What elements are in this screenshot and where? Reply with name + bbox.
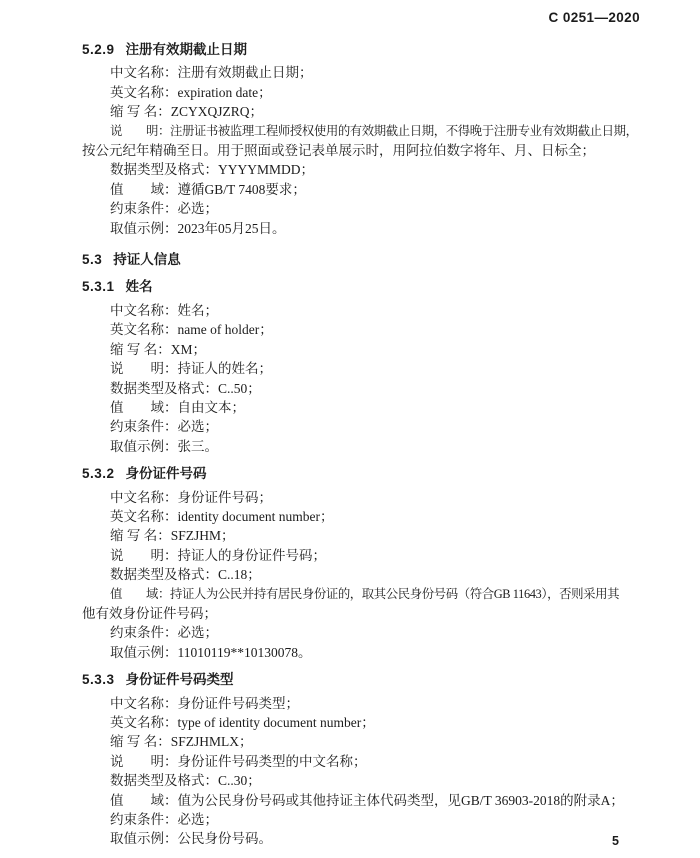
field-line-abbreviation: 缩 写 名：ZCYXQJZRQ； [110, 104, 264, 120]
heading-title: 持证人信息 [113, 252, 181, 268]
heading-number: 5.3.3 [82, 672, 115, 688]
field-line-constraint: 约束条件：必选； [110, 625, 218, 641]
section-heading [82, 670, 640, 689]
field-line-value-domain: 值 域：持证人为公民并持有居民身份证的，取其公民身份号码（符合GB 11643），否则采用其 [110, 586, 620, 601]
field-line-description: 说 明：持证人的姓名； [110, 361, 272, 377]
field-line-example: 取值示例：公民身份号码。 [110, 831, 272, 847]
field-line-chinese-name: 中文名称：身份证件号码类型； [110, 695, 299, 711]
field-line-chinese-name: 中文名称：身份证件号码； [110, 489, 272, 505]
heading-number: 5.3 [82, 252, 103, 268]
field-line-abbreviation: 缩 写 名：SFZJHM； [110, 528, 235, 544]
field-line-example: 取值示例：张三。 [110, 438, 218, 454]
heading-number: 5.3.1 [82, 279, 115, 295]
doc-code: C 0251—2020 [548, 10, 640, 25]
heading-title: 身份证件号码 [125, 466, 207, 482]
field-line-value-domain: 值 域：自由文本； [110, 399, 245, 415]
heading-title: 注册有效期截止日期 [125, 42, 248, 57]
section-body [82, 694, 640, 849]
section-5-3-3 [82, 670, 640, 849]
section-5-2-9 [82, 40, 640, 238]
field-line-value-domain-cont: 他有效身份证件号码； [82, 605, 217, 621]
field-line-datatype: 数据类型及格式：C..50； [110, 380, 261, 396]
field-line-english-name: 英文名称：identity document number； [110, 508, 334, 524]
section-heading [82, 250, 640, 269]
field-line-chinese-name: 中文名称：姓名； [110, 302, 218, 318]
section-body [82, 488, 640, 663]
field-line-description: 说 明：身份证件号码类型的中文名称； [110, 753, 367, 769]
field-line-english-name: 英文名称：expiration date； [110, 84, 272, 100]
field-line-constraint: 约束条件：必选； [110, 419, 218, 435]
section-heading [82, 277, 640, 296]
section-body [82, 301, 640, 456]
section-5-3-2 [82, 464, 640, 662]
field-line-constraint: 约束条件：必选； [110, 812, 218, 828]
field-line-example: 取值示例：2023年05月25日。 [110, 220, 286, 236]
section-5-3 [82, 250, 640, 269]
field-line-abbreviation: 缩 写 名：XM； [110, 341, 207, 357]
field-line-datatype: 数据类型及格式：C..30； [110, 773, 261, 789]
field-line-example: 取值示例：11010119**10130078。 [110, 644, 312, 660]
field-line-value-domain: 值 域：值为公民身份号码或其他持证主体代码类型，见GB/T 36903-2018的附录A； [110, 792, 624, 808]
field-line-description-cont: 按公元纪年精确至日。用于照面或登记表单展示时，用阿拉伯数字将年、月、日标全； [82, 143, 595, 159]
field-line-chinese-name: 中文名称：注册有效期截止日期； [110, 65, 313, 81]
field-line-english-name: 英文名称：type of identity document number； [110, 715, 375, 730]
section-heading [82, 464, 640, 483]
field-line-datatype: 数据类型及格式：C..18； [110, 567, 261, 583]
heading-title: 姓名 [125, 279, 153, 295]
field-line-value-domain: 值 域：遵循GB/T 7408要求； [110, 181, 306, 197]
field-line-datatype: 数据类型及格式：YYYYMMDD； [110, 162, 315, 178]
heading-number: 5.3.2 [82, 466, 115, 482]
field-line-abbreviation: 缩 写 名：SFZJHMLX； [110, 734, 253, 750]
section-heading [82, 40, 640, 59]
field-line-constraint: 约束条件：必选； [110, 201, 218, 217]
field-line-english-name: 英文名称：name of holder； [110, 322, 273, 338]
heading-title: 身份证件号码类型 [125, 672, 234, 688]
page-number: 5 [612, 834, 619, 848]
field-line-description: 说 明：持证人的身份证件号码； [110, 547, 326, 563]
section-body [82, 63, 640, 238]
section-5-3-1 [82, 277, 640, 456]
heading-number: 5.2.9 [82, 42, 115, 57]
field-line-description: 说 明：注册证书被监理工程师授权使用的有效期截止日期，不得晚于注册专业有效期截止日期， [110, 123, 638, 138]
